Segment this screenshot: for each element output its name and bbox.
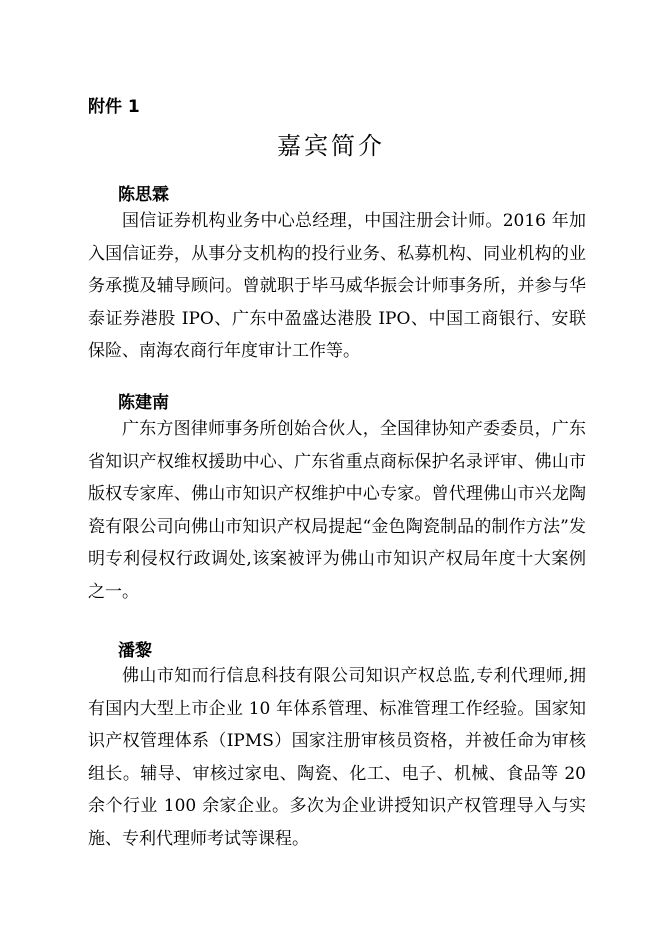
guest-name: 潘黎 [118,641,152,661]
guest-bio: 广东方图律师事务所创始合伙人，全国律协知产委委员，广东省知识产权维权援助中心、广东省重点商标保护名录评审、佛山市版权专家库、佛山市知识产权维护中心专家。曾代理佛山市兴龙陶瓷有限公司向佛山市知识产权局提起“金色陶瓷制品的制作方法”发明专利侵权行政调处,该案被评为佛山市知识产权局年度十大案例之一。 [88,419,586,602]
guest-bio: 国信证券机构业务中心总经理，中国注册会计师。2016 年加入国信证券，从事分支机构的投行业务、私募机构、同业机构的业务承揽及辅导顾问。曾就职于毕马威华振会计师事务所，并参与华泰证券港股 IPO、广东中盈盛达港股 IPO、中国工商银行、安联保险、南海农商行年度审计工作等。 [88,211,586,361]
guest-name: 陈建南 [118,393,169,413]
page-title: 嘉宾简介 [277,132,385,160]
attachment-label: 附件 1 [88,97,140,117]
guest-name: 陈思霖 [118,185,169,205]
guest-bio: 佛山市知而行信息科技有限公司知识产权总监,专利代理师,拥有国内大型上市企业 10 年体系管理、标准管理工作经验。国家知识产权管理体系（IPMS）国家注册审核员资格，并被任命为审核组长。辅导、审核过家电、陶瓷、化工、电子、机械、食品等 20 余个行业 100 余家企业。多次为企业讲授知识产权管理导入与实施、专利代理师考试等课程。 [88,666,586,849]
